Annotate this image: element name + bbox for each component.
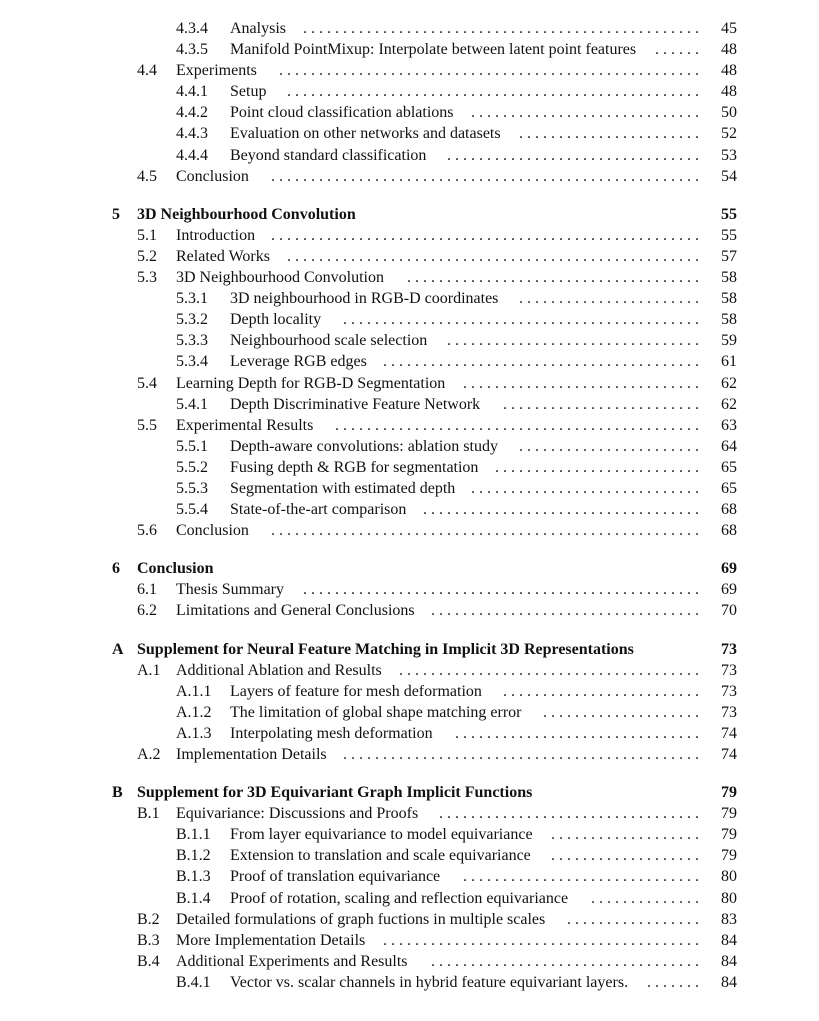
toc-section-entry[interactable] [0,520,737,541]
toc-subsection-entry[interactable] [0,972,737,993]
leader-dots: . . . . . . . . . . . . . . . . . . . . . . . . . . . . . . . . . . . [423,501,699,519]
entry-title: Limitations and General Conclusions [176,602,415,620]
entry-page-number: 55 [721,226,737,244]
toc-section-entry[interactable] [0,415,737,436]
entry-page-number: 48 [721,83,737,101]
leader-dots: . . . . . . . . . . . . . . . . . . . [551,847,699,865]
entry-number: 4.4.3 [176,125,208,143]
leader-dots: . . . . . . . . . . . . . . . . . . . . . . . . . . . . . . . . [447,146,699,164]
entry-number: B.2 [137,910,160,928]
entry-title: Proof of translation equivariance [230,868,441,886]
entry-page-number: 58 [721,311,737,329]
entry-page-number: 55 [721,205,737,223]
toc-chapter-entry[interactable] [0,782,737,803]
entry-title: State-of-the-art comparison [230,501,407,519]
entry-title: Supplement for 3D Equivariant Graph Implicit Functions [137,784,533,802]
leader-dots: . . . . . . . . . . . . . . . . . . . [551,826,699,844]
entry-page-number: 79 [721,826,737,844]
entry-title: Learning Depth for RGB-D Segmentation [176,374,446,392]
entry-page-number: 74 [721,746,737,763]
entry-page-number: 73 [721,682,737,700]
leader-dots: . . . . . . [655,41,699,59]
toc-subsection-entry[interactable] [0,18,737,39]
entry-title: Conclusion [176,522,249,540]
entry-page-number: 65 [721,479,737,497]
toc-subsection-entry[interactable] [0,681,737,702]
toc-subsection-entry[interactable] [0,866,737,887]
table-of-contents [0,18,819,993]
leader-dots: . . . . . . . . . . . . . . . . . . . . . . . . . . . . . . . . . . . . . . . . . . . . . . . . . . . . [287,247,699,265]
toc-section-entry[interactable] [0,166,737,187]
toc-section-entry[interactable] [0,744,737,765]
leader-dots: . . . . . . . . . . . . . . . . . . . . . . . . . . . . . . . . . . . . . . . . . . . . . [343,746,699,763]
leader-dots: . . . . . . . . . . . . . . . . . . . . . . . . . . . . . . . . . . . . . . . . . . . . . . . . . . [303,20,699,37]
entry-title: 3D neighbourhood in RGB-D coordinates [230,290,499,308]
entry-number: 5 [112,205,120,223]
entry-number: 5.5 [137,416,157,434]
toc-subsection-entry[interactable] [0,499,737,520]
toc-subsection-entry[interactable] [0,145,737,166]
toc-subsection-entry[interactable] [0,394,737,415]
leader-dots: . . . . . . . . . . . . . . . . . . . . . . . . . . . . . . . . . . . . . . . . . . . . . [343,311,699,329]
leader-dots: . . . . . . . . . . . . . . . . . . . . . . . . . . . . . . . . . . . . . . . . [383,931,699,949]
toc-subsection-entry[interactable] [0,288,737,309]
entry-page-number: 62 [721,395,737,413]
entry-number: B.3 [137,931,160,949]
entry-title: Interpolating mesh deformation [230,724,433,742]
entry-number: 6.1 [137,581,157,599]
toc-section-entry[interactable] [0,267,737,288]
entry-number: A [112,640,124,658]
entry-title: Experimental Results [176,416,314,434]
toc-section-entry[interactable] [0,225,737,246]
toc-section-entry[interactable] [0,600,737,621]
leader-dots: . . . . . . . . . . . . . . . . . . . . . . . . . . . . . . . . . . [431,602,699,620]
leader-dots: . . . . . . . . . . . . . . . . . . . . . . . . . . . . . [471,104,699,122]
entry-title: Equivariance: Discussions and Proofs [176,805,419,823]
entry-number: 4.3.5 [176,41,208,59]
leader-dots: . . . . . . . [647,973,699,991]
toc-section-entry[interactable] [0,246,737,267]
entry-number: 5.4.1 [176,395,208,413]
entry-title: Depth Discriminative Feature Network [230,395,481,413]
leader-dots: . . . . . . . . . . . . . . . . . . . . . . . . . . . . . . . . . . . . . . . . . . . . . . . . . . [303,581,699,599]
entry-number: 4.4 [137,62,157,80]
entry-number: B.1.4 [176,889,211,907]
entry-number: 5.4 [137,374,157,392]
entry-page-number: 74 [721,724,737,742]
entry-page-number: 59 [721,332,737,350]
entry-page-number: 53 [721,146,737,164]
leader-dots: . . . . . . . . . . . . . . . . . . . . . . . . . . . . . . . . . [439,805,699,823]
entry-number: 4.4.1 [176,83,208,101]
toc-subsection-entry[interactable] [0,81,737,102]
toc-section-entry[interactable] [0,930,737,951]
entry-number: A.1.1 [176,682,212,700]
entry-page-number: 54 [721,167,737,185]
leader-dots: . . . . . . . . . . . . . . . . . . . . . . . . . . . . . . [463,868,699,886]
entry-page-number: 68 [721,522,737,540]
entry-number: B.4.1 [176,973,211,991]
entry-title: Additional Ablation and Results [176,661,382,679]
entry-number: 5.5.3 [176,479,208,497]
entry-title: Analysis [230,20,286,37]
toc-section-entry[interactable] [0,951,737,972]
entry-title: Beyond standard classification [230,146,427,164]
leader-dots: . . . . . . . . . . . . . . . . . . . . . . . . . . . . . . . . . . . . . [407,269,699,287]
entry-page-number: 80 [721,868,737,886]
leader-dots: . . . . . . . . . . . . . . . . . . . . . . . . . . . . . . . . . . [431,952,699,970]
entry-title: Evaluation on other networks and datasets [230,125,501,143]
toc-subsection-entry[interactable] [0,351,737,372]
entry-title: Additional Experiments and Results [176,952,408,970]
toc-section-entry[interactable] [0,579,737,600]
entry-page-number: 63 [721,416,737,434]
leader-dots: . . . . . . . . . . . . . . . . . . . . . . . . . . . . . . . . . . . . . . . . . . . . . . . . . . . . . . [271,522,699,540]
entry-page-number: 84 [721,931,737,949]
entry-number: 5.2 [137,247,157,265]
entry-page-number: 69 [721,581,737,599]
entry-page-number: 70 [721,602,737,620]
entry-number: 5.5.1 [176,437,208,455]
toc-section-entry[interactable] [0,909,737,930]
leader-dots: . . . . . . . . . . . . . . . . . . . . [543,703,699,721]
entry-page-number: 48 [721,41,737,59]
entry-number: 5.3 [137,269,157,287]
leader-dots: . . . . . . . . . . . . . . . . . . . . . . . [519,290,699,308]
entry-title: Experiments [176,62,257,80]
entry-number: 6.2 [137,602,157,620]
toc-section-entry[interactable] [0,660,737,681]
entry-number: 4.4.2 [176,104,208,122]
leader-dots: . . . . . . . . . . . . . . . . . . . . . . . [519,125,699,143]
entry-page-number: 65 [721,458,737,476]
toc-subsection-entry[interactable] [0,330,737,351]
entry-page-number: 79 [721,784,737,802]
entry-number: 4.4.4 [176,146,208,164]
entry-title: Layers of feature for mesh deformation [230,682,482,700]
entry-page-number: 84 [721,952,737,970]
toc-subsection-entry[interactable] [0,102,737,123]
entry-number: 5.5.2 [176,458,208,476]
entry-title: 3D Neighbourhood Convolution [137,205,356,223]
entry-title: Conclusion [137,560,214,578]
leader-dots: . . . . . . . . . . . . . . . . . . . . . . . . . . . . . . . . . . . . . . . . . . . . . . . . . . . . . [279,62,699,80]
entry-title: Segmentation with estimated depth [230,479,456,497]
toc-subsection-entry[interactable] [0,478,737,499]
entry-title: Introduction [176,226,256,244]
leader-dots: . . . . . . . . . . . . . . . . . . . . . . . . . . . . . . . . . . . . . . . . [383,353,699,371]
toc-chapter-entry[interactable] [0,204,737,225]
entry-page-number: 73 [721,661,737,679]
toc-section-entry[interactable] [0,803,737,824]
entry-number: A.1.3 [176,724,212,742]
entry-title: Point cloud classification ablations [230,104,454,122]
leader-dots: . . . . . . . . . . . . . . . . . [567,910,699,928]
toc-subsection-entry[interactable] [0,702,737,723]
entry-page-number: 52 [721,125,737,143]
entry-number: 5.3.1 [176,290,208,308]
entry-page-number: 61 [721,353,737,371]
entry-number: B.1 [137,805,160,823]
leader-dots: . . . . . . . . . . . . . . . . . . . . . . . . . . [495,458,699,476]
toc-section-entry[interactable] [0,373,737,394]
entry-title: Depth locality [230,311,322,329]
entry-title: More Implementation Details [176,931,366,949]
entry-page-number: 58 [721,269,737,287]
entry-title: Fusing depth & RGB for segmentation [230,458,479,476]
toc-subsection-entry[interactable] [0,723,737,744]
toc-subsection-entry[interactable] [0,457,737,478]
leader-dots: . . . . . . . . . . . . . . [591,889,699,907]
leader-dots: . . . . . . . . . . . . . . . . . . . . . . . . . [503,395,699,413]
entry-page-number: 73 [721,703,737,721]
leader-dots: . . . . . . . . . . . . . . . . . . . . . . . . . . . . . . . [455,724,699,742]
toc-subsection-entry[interactable] [0,309,737,330]
entry-page-number: 62 [721,374,737,392]
entry-number: B.1.1 [176,826,211,844]
entry-title: Manifold PointMixup: Interpolate between latent point features [230,41,637,59]
leader-dots: . . . . . . . . . . . . . . . . . . . . . . . [519,437,699,455]
entry-page-number: 45 [721,20,737,37]
entry-number: 5.3.4 [176,353,208,371]
leader-dots: . . . . . . . . . . . . . . . . . . . . . . . . . . . . . . . . . . . . . . . . . . . . . . . . . . . . . . [271,167,699,185]
entry-title: Related Works [176,247,270,265]
leader-dots: . . . . . . . . . . . . . . . . . . . . . . . . . . . . . . . . . . . . . . . . . . . . . . . . . . . . [287,83,699,101]
toc-section-entry[interactable] [0,60,737,81]
entry-number: B [112,784,123,802]
entry-page-number: 73 [721,640,737,658]
entry-title: Thesis Summary [176,581,284,599]
entry-page-number: 84 [721,973,737,991]
entry-number: B.1.3 [176,868,211,886]
toc-subsection-entry[interactable] [0,824,737,845]
entry-title: Supplement for Neural Feature Matching in Implicit 3D Representations [137,640,634,658]
leader-dots: . . . . . . . . . . . . . . . . . . . . . . . . . . . . . . . . . . . . . . . . . . . . . . . . . . . . . . [271,226,699,244]
entry-number: 5.6 [137,522,157,540]
entry-title: Conclusion [176,167,249,185]
entry-number: 4.3.4 [176,20,208,37]
entry-number: B.1.2 [176,847,211,865]
entry-page-number: 48 [721,62,737,80]
entry-number: B.4 [137,952,160,970]
entry-title: Depth-aware convolutions: ablation study [230,437,498,455]
entry-page-number: 79 [721,805,737,823]
toc-subsection-entry[interactable] [0,845,737,866]
toc-chapter-entry[interactable] [0,558,737,579]
entry-number: 6 [112,560,120,578]
entry-title: The limitation of global shape matching error [230,703,522,721]
toc-subsection-entry[interactable] [0,39,737,60]
entry-number: 4.5 [137,167,157,185]
entry-title: Leverage RGB edges [230,353,367,371]
entry-title: Vector vs. scalar channels in hybrid feature equivariant layers. [230,973,629,991]
toc-subsection-entry[interactable] [0,888,737,909]
leader-dots: . . . . . . . . . . . . . . . . . . . . . . . . . . . . . . . . . . . . . . . . . . . . . . [335,416,699,434]
entry-title: Implementation Details [176,746,327,763]
entry-title: Extension to translation and scale equivariance [230,847,531,865]
entry-page-number: 80 [721,889,737,907]
leader-dots: . . . . . . . . . . . . . . . . . . . . . . . . . . . . . [471,479,699,497]
entry-title: Setup [230,83,267,101]
entry-title: 3D Neighbourhood Convolution [176,269,384,287]
leader-dots: . . . . . . . . . . . . . . . . . . . . . . . . . [503,682,699,700]
entry-number: A.1.2 [176,703,212,721]
entry-number: 5.3.3 [176,332,208,350]
leader-dots: . . . . . . . . . . . . . . . . . . . . . . . . . . . . . . . . . . . . . . [399,661,699,679]
toc-chapter-entry[interactable] [0,639,737,660]
leader-dots: . . . . . . . . . . . . . . . . . . . . . . . . . . . . . . . . [447,332,699,350]
entry-page-number: 57 [721,247,737,265]
entry-title: From layer equivariance to model equivariance [230,826,533,844]
entry-title: Detailed formulations of graph fuctions in multiple scales [176,910,546,928]
entry-title: Proof of rotation, scaling and reflection equivariance [230,889,569,907]
entry-number: 5.5.4 [176,501,208,519]
entry-number: A.1 [137,661,161,679]
entry-page-number: 83 [721,910,737,928]
entry-page-number: 58 [721,290,737,308]
entry-page-number: 69 [721,560,737,578]
entry-number: 5.3.2 [176,311,208,329]
entry-number: 5.1 [137,226,157,244]
entry-page-number: 68 [721,501,737,519]
entry-page-number: 64 [721,437,737,455]
entry-page-number: 79 [721,847,737,865]
entry-page-number: 50 [721,104,737,122]
toc-subsection-entry[interactable] [0,123,737,144]
entry-title: Neighbourhood scale selection [230,332,428,350]
leader-dots: . . . . . . . . . . . . . . . . . . . . . . . . . . . . . . [463,374,699,392]
toc-subsection-entry[interactable] [0,436,737,457]
entry-number: A.2 [137,746,161,763]
